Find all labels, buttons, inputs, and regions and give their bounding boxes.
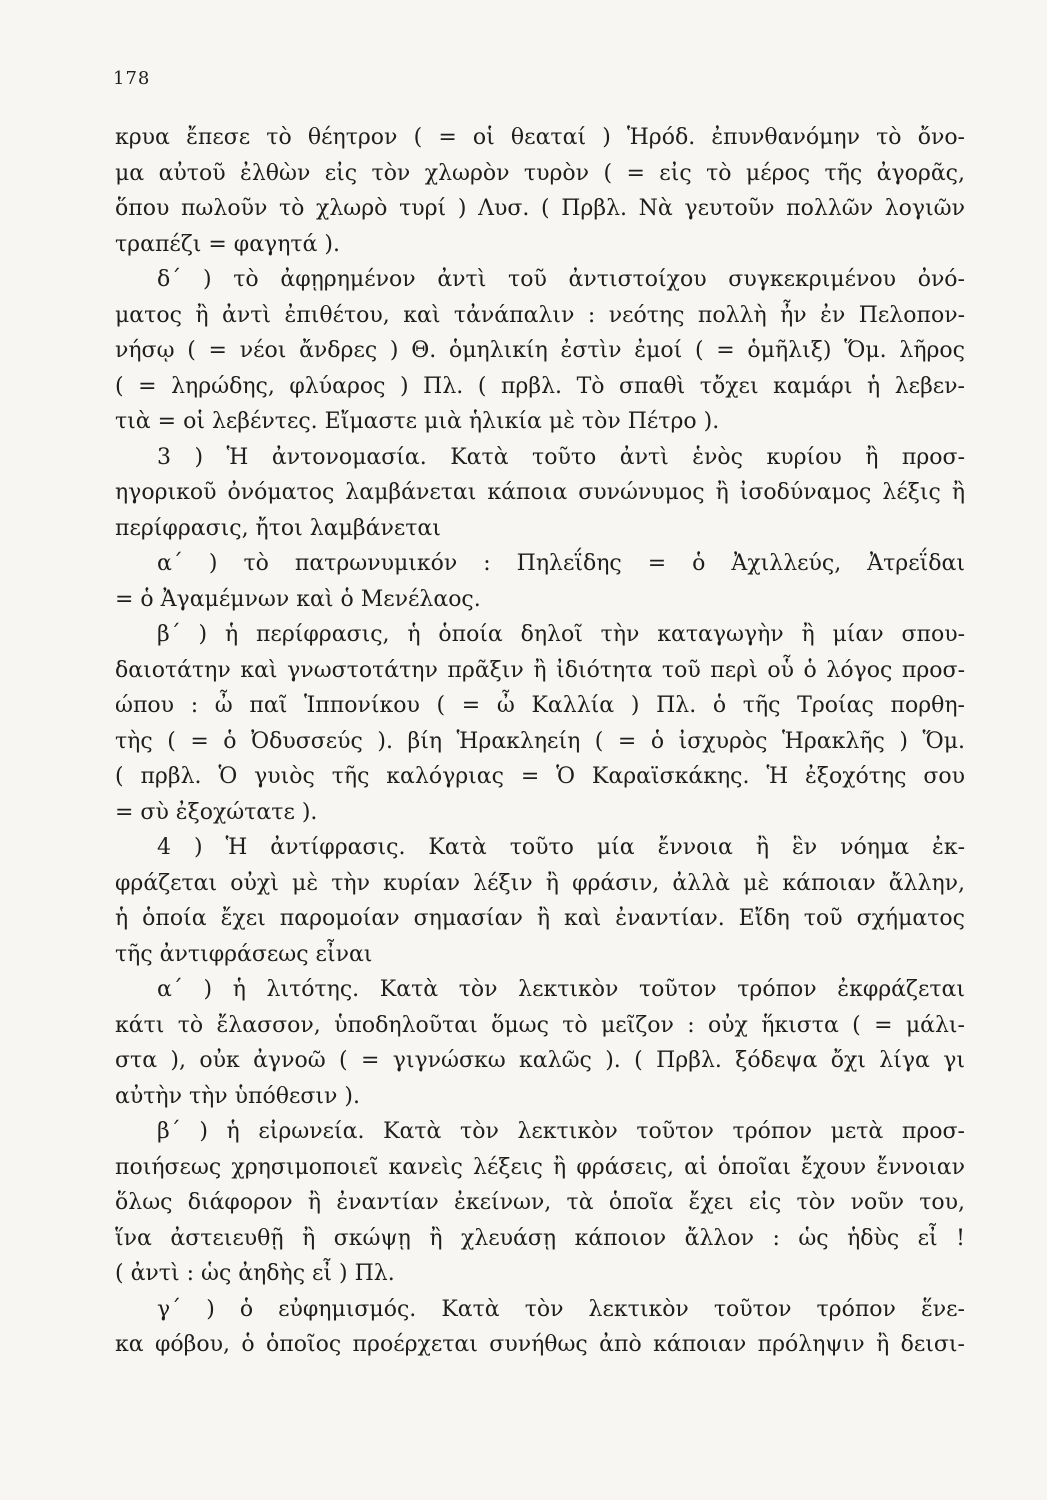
text-line: α΄ ) τὸ πατρωνυμικόν : Πηλεΐδης = ὁ Ἀχιλλεύς, Ἀτρεΐδαι xyxy=(157,551,965,576)
text-line: δαιοτάτην καὶ γνωστοτάτην πρᾶξιν ἢ ἰδιότητα τοῦ περὶ οὗ ὁ λόγος προσ- xyxy=(115,657,965,683)
text-line: = ὁ Ἀγαμέμνων καὶ ὁ Μενέλαος. xyxy=(115,586,481,612)
text-line: νήσῳ ( = νέοι ἄνδρες ) Θ. ὁμηλικίη ἐστὶν ἐμοί ( = ὁμῆλιξ) Ὅμ. λῆρος xyxy=(115,338,965,363)
text-line: ώπου : ὦ παῖ Ἱππονίκου ( = ὦ Καλλία ) Πλ. ὁ τῆς Τροίας πορθη- xyxy=(115,693,965,718)
text-line: β΄ ) ἡ περίφρασις, ἡ ὁποία δηλοῖ τὴν καταγωγὴν ἢ μίαν σπου- xyxy=(157,622,965,647)
text-line: τῆς ἀντιφράσεως εἶναι xyxy=(115,941,373,967)
text-line: = σὺ ἐξοχώτατε ). xyxy=(115,799,318,825)
text-line: ματος ἢ ἀντὶ ἐπιθέτου, καὶ τἀνάπαλιν : νεότης πολλὴ ἦν ἐν Πελοπον- xyxy=(115,302,965,328)
text-line: κρυα ἔπεσε τὸ θέητρον ( = οἱ θεαταί ) Ἡρόδ. ἐπυνθανόμην τὸ ὄνο- xyxy=(115,125,965,150)
text-line: τὴς ( = ὁ Ὀδυσσεύς ). βίη Ἡρακληείη ( = ὁ ἰσχυρὸς Ἡρακλῆς ) Ὅμ. xyxy=(115,728,965,754)
text-line: α΄ ) ἡ λιτότης. Κατὰ τὸν λεκτικὸν τοῦτον τρόπον ἐκφράζεται xyxy=(157,977,965,1002)
text-line: κα φόβου, ὁ ὁποῖος προέρχεται συνήθως ἀπὸ κάποιαν πρόληψιν ἢ δεισι- xyxy=(115,1332,965,1357)
text-line: 4 ) Ἡ ἀντίφρασις. Κατὰ τοῦτο μία ἔννοια ἢ ἓν νόημα ἐκ- xyxy=(157,835,965,860)
text-line: ( πρβλ. Ὁ γυιὸς τῆς καλόγριας = Ὁ Καραϊσκάκης. Ἡ ἐξοχότης σου xyxy=(115,764,965,789)
text-line: στα ), οὐκ ἀγνοῶ ( = γιγνώσκω καλῶς ). ( Πρβλ. ξόδεψα ὄχι λίγα γι xyxy=(115,1048,965,1073)
text-line: ηγορικοῦ ὀνόματος λαμβάνεται κάποια συνώνυμος ἢ ἰσοδύναμος λέξις ἢ xyxy=(115,480,965,505)
text-line: ( ἀντὶ : ὡς ἀηδὴς εἶ ) Πλ. xyxy=(115,1261,395,1286)
text-line: τραπέζι = φαγητά ). xyxy=(115,231,340,257)
text-line: δ΄ ) τὸ ἀφῃρημένον ἀντὶ τοῦ ἀντιστοίχου συγκεκριμένου ὀνό- xyxy=(157,267,965,292)
text-line: ὅπου πωλοῦν τὸ χλωρὸ τυρί ) Λυσ. ( Πρβλ. Νὰ γευτοῦν πολλῶν λογιῶν xyxy=(115,196,965,221)
text-line: φράζεται οὐχὶ μὲ τὴν κυρίαν λέξιν ἢ φράσιν, ἀλλὰ μὲ κάποιαν ἄλλην, xyxy=(115,870,965,896)
text-line: περίφρασις, ἤτοι λαμβάνεται xyxy=(115,515,441,541)
text-line: ἡ ὁποία ἔχει παρομοίαν σημασίαν ἢ καὶ ἐναντίαν. Εἴδη τοῦ σχήματος xyxy=(115,906,965,931)
text-line: ὅλως διάφορον ἢ ἐναντίαν ἐκείνων, τὰ ὁποῖα ἔχει εἰς τὸν νοῦν του, xyxy=(115,1190,965,1215)
text-line: κάτι τὸ ἔλασσον, ὑποδηλοῦται ὅμως τὸ μεῖζον : οὐχ ἥκιστα ( = μάλι- xyxy=(115,1012,965,1038)
text-line: αὐτὴν τὴν ὑπόθεσιν ). xyxy=(115,1083,360,1109)
text-line: γ΄ ) ὁ εὐφημισμός. Κατὰ τὸν λεκτικὸν τοῦτον τρόπον ἕνε- xyxy=(157,1296,965,1322)
text-block xyxy=(115,120,965,1363)
text-line: ἵνα ἀστειευθῇ ἢ σκώψῃ ἢ χλευάσῃ κάποιον ἄλλον : ὡς ἡδὺς εἶ ! xyxy=(115,1225,965,1251)
text-line: μα αὐτοῦ ἐλθὼν εἰς τὸν χλωρὸν τυρὸν ( = εἰς τὸ μέρος τῆς ἀγορᾶς, xyxy=(115,160,965,186)
text-line: τιὰ = οἱ λεβέντες. Εἴμαστε μιὰ ἡλικία μὲ τὸν Πέτρο ). xyxy=(115,409,720,434)
text-line: ποιήσεως χρησιμοποιεῖ κανεὶς λέξεις ἢ φράσεις, αἱ ὁποῖαι ἔχουν ἔννοιαν xyxy=(115,1154,965,1180)
page-number: 178 xyxy=(113,68,151,89)
text-line: ( = ληρώδης, φλύαρος ) Πλ. ( πρβλ. Τὸ σπαθὶ τὄχει καμάρι ἡ λεβεν- xyxy=(115,373,965,399)
text-line: 3 ) Ἡ ἀντονομασία. Κατὰ τοῦτο ἀντὶ ἑνὸς κυρίου ἢ προσ- xyxy=(157,444,965,470)
text-line: β΄ ) ἡ εἰρωνεία. Κατὰ τὸν λεκτικὸν τοῦτον τρόπον μετὰ προσ- xyxy=(157,1119,965,1144)
